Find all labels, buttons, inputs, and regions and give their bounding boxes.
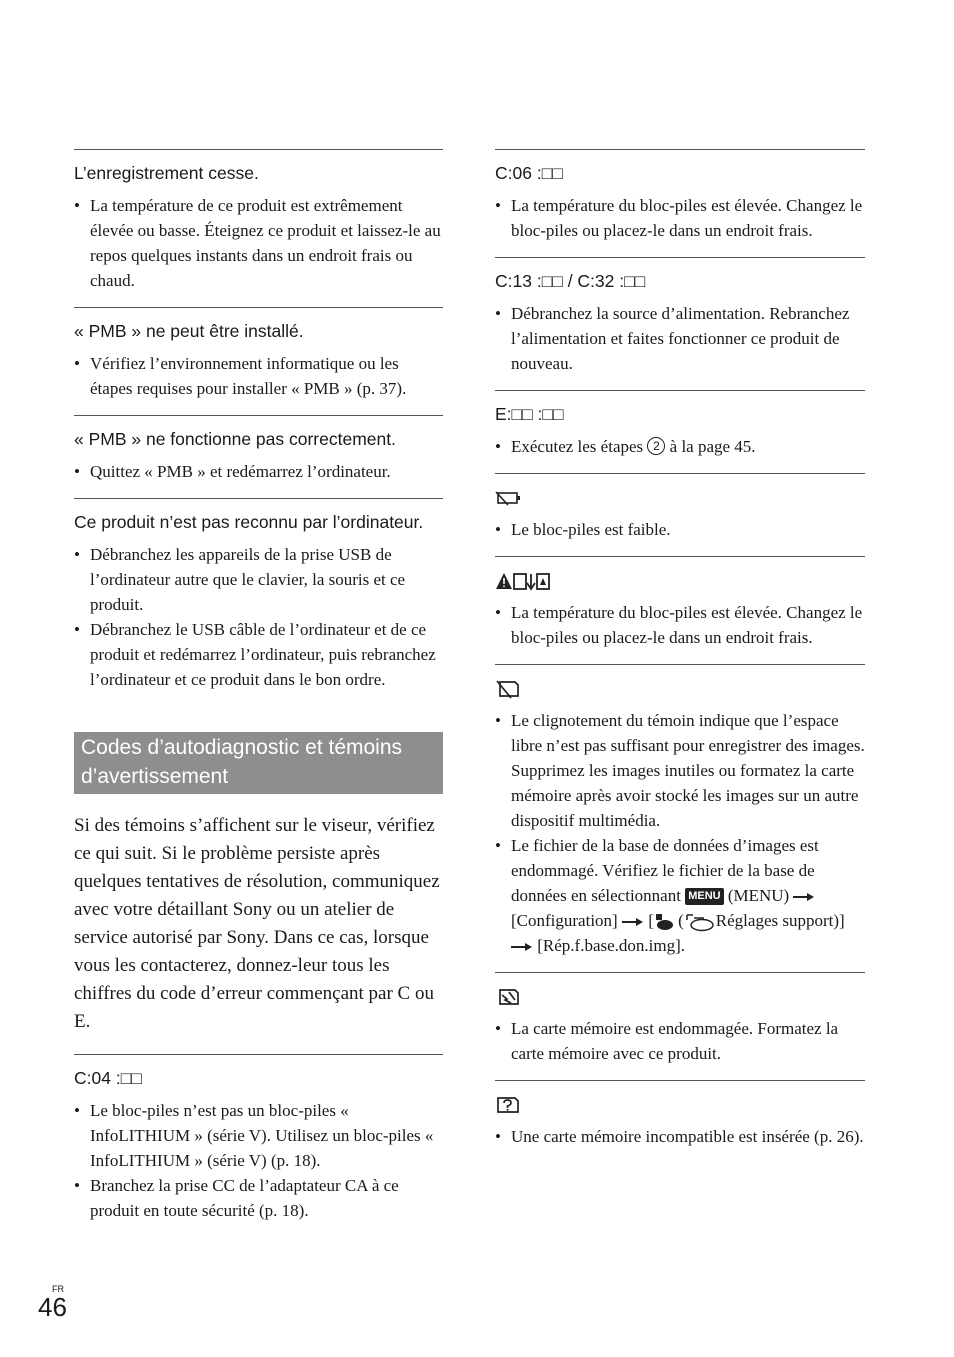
list-item: • Le bloc-piles est faible. xyxy=(495,517,865,542)
section-heading: C:06 :□□ xyxy=(495,163,563,183)
section-heading: E:□□ :□□ xyxy=(495,404,564,424)
menu-button-icon: MENU xyxy=(685,888,723,905)
list-item: • Branchez la prise CC de l’adaptateur CA à ce produit en toute sécurité (p. 18). xyxy=(74,1173,443,1223)
section-heading: Ce produit n’est pas reconnu par l’ordinateur. xyxy=(74,512,424,532)
list-item: • La température de ce produit est extrêmement élevée ou basse. Éteignez ce produit et laissez-le au repos quelques instants dans un endroit frais ou chaud. xyxy=(74,193,443,293)
media-settings-icon xyxy=(684,912,716,932)
list-item: • Le bloc-piles n’est pas un bloc-piles « InfoLITHIUM » (série V). Utilisez un bloc-piles « InfoLITHIUM » (série V) (p. 18). xyxy=(74,1098,443,1173)
battery-low-icon xyxy=(495,489,521,507)
section-c04 xyxy=(74,1054,443,1237)
section-heading: « PMB » ne peut être installé. xyxy=(74,321,304,341)
arrow-right-icon xyxy=(622,917,644,927)
section-card-incompatible xyxy=(495,1080,865,1163)
arrow-right-icon xyxy=(511,942,533,952)
language-code: FR xyxy=(52,1284,64,1294)
left-column xyxy=(74,149,443,1237)
page-number: 46 xyxy=(38,1292,67,1322)
list-item: • Le clignotement du témoin indique que l’espace libre n’est pas suffisant pour enregistrer des images. Supprimez les images inutiles ou formatez la carte mémoire après avoir stocké les images sur un autre dispositif multimédia. xyxy=(495,708,865,833)
section-heading: L’enregistrement cesse. xyxy=(74,163,259,183)
section-e-code xyxy=(495,390,865,473)
step-number-badge: 2 xyxy=(647,437,665,455)
section-heading: C:04 :□□ xyxy=(74,1068,142,1088)
list-item: • Débranchez la source d’alimentation. Rebranchez l’alimentation et faites fonctionner ce produit de nouveau. xyxy=(495,301,865,376)
right-column xyxy=(495,149,865,1163)
list-item: • Le fichier de la base de données d’images est endommagé. Vérifiez le fichier de la base de données en sélectionnant MENU (MENU) [Configuration] [ ( Réglages support)] [Rép.f.base.don.img]. xyxy=(495,833,865,958)
list-item: • Vérifiez l’environnement informatique ou les étapes requises pour installer « PMB » (p. 37). xyxy=(74,351,443,401)
list-item: • Débranchez les appareils de la prise USB de l’ordinateur autre que le clavier, la souris et ce produit. xyxy=(74,542,443,617)
list-item: • La température du bloc-piles est élevée. Changez le bloc-piles ou placez-le dans un endroit frais. xyxy=(495,193,865,243)
section-heading: « PMB » ne fonctionne pas correctement. xyxy=(74,429,396,449)
section-pmb-malfunction xyxy=(74,415,443,498)
section-c13-c32 xyxy=(495,257,865,390)
memory-card-warning-icon xyxy=(495,679,523,699)
section-recording-stops xyxy=(74,149,443,307)
section-pmb-install xyxy=(74,307,443,415)
section-c06 xyxy=(495,149,865,257)
intro-paragraph: Si des témoins s’affichent sur le viseur, vérifiez ce qui suit. Si le problème persiste après quelques tentatives de résolution, communiquez avec votre détaillant Sony ou un atelier de service autorisé par Sony. Dans ce cas, lorsque vous les contacterez, donnez-leur tous les chiffres du code d’erreur commençant par C ou E. xyxy=(74,815,440,1032)
section-heading: C:13 :□□ / C:32 :□□ xyxy=(495,271,646,291)
memory-card-incompatible-icon xyxy=(495,1095,523,1115)
section-battery-hot xyxy=(495,556,865,664)
list-item: • La température du bloc-piles est élevée. Changez le bloc-piles ou placez-le dans un endroit frais. xyxy=(495,600,865,650)
list-item: • Exécutez les étapes 2 à la page 45. xyxy=(495,434,865,459)
battery-temperature-warning-icon xyxy=(495,571,551,591)
list-item: • La carte mémoire est endommagée. Formatez la carte mémoire avec ce produit. xyxy=(495,1016,865,1066)
section-banner: Codes d’autodiagnostic et témoins d’avertissement xyxy=(74,732,443,794)
section-not-recognized xyxy=(74,498,443,706)
section-battery-low xyxy=(495,473,865,556)
list-item: • Une carte mémoire incompatible est insérée (p. 26). xyxy=(495,1124,865,1149)
arrow-right-icon xyxy=(793,892,815,902)
list-item: • Quittez « PMB » et redémarrez l’ordinateur. xyxy=(74,459,443,484)
manage-media-icon xyxy=(654,913,674,931)
section-memory-card xyxy=(495,664,865,972)
memory-card-damaged-icon xyxy=(495,987,523,1007)
list-item: • Débranchez le USB câble de l’ordinateur et de ce produit et redémarrez l’ordinateur, puis rebranchez l’ordinateur et ce produit dans le bon ordre. xyxy=(74,617,443,692)
section-card-damaged xyxy=(495,972,865,1080)
